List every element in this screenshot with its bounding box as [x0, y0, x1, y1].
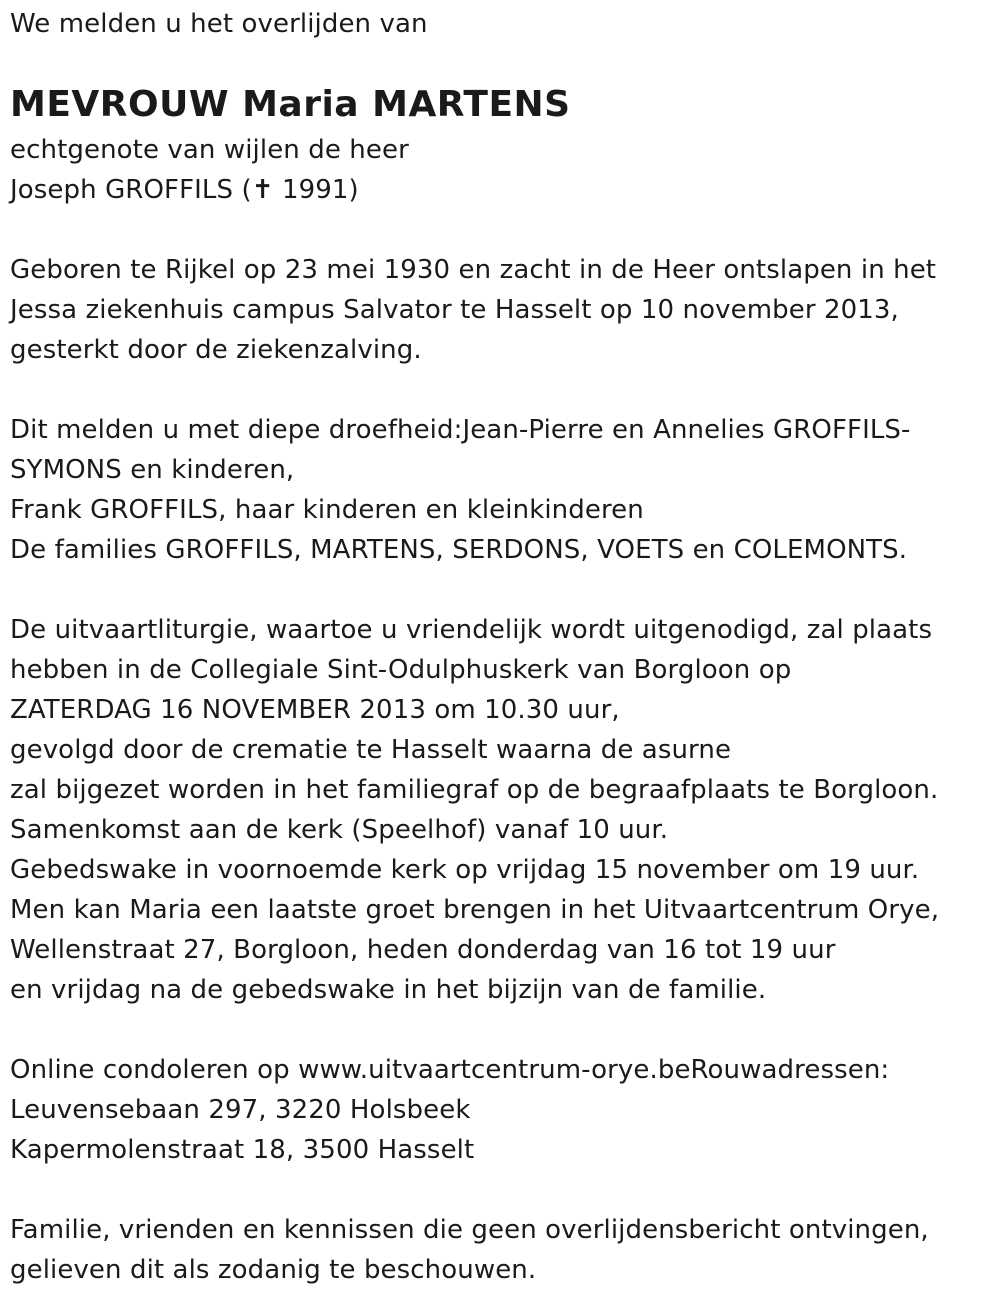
birth-line: Geboren te Rijkel op 23 mei 1930 en zacht in de Heer ontslapen in het [10, 255, 937, 285]
address-line: Leuvensebaan 297, 3220 Holsbeek [10, 1095, 471, 1125]
spouse-line: Joseph GROFFILS (✝ 1991) [10, 175, 359, 205]
birth-line: Jessa ziekenhuis campus Salvator te Hasselt op 10 november 2013, [10, 295, 899, 325]
address-line: Kapermolenstraat 18, 3500 Hasselt [10, 1135, 475, 1165]
ceremony-line: zal bijgezet worden in het familiegraf op de begraafplaats te Borgloon. [10, 775, 939, 805]
closing-line: Familie, vrienden en kennissen die geen overlijdensbericht ontvingen, [10, 1215, 929, 1245]
ceremony-line: gevolgd door de crematie te Hasselt waarna de asurne [10, 735, 732, 765]
birth-line: gesterkt door de ziekenzalving. [10, 335, 422, 365]
family-line: Dit melden u met diepe droefheid:Jean-Pierre en Annelies GROFFILS- [10, 415, 911, 445]
closing-line: gelieven dit als zodanig te beschouwen. [10, 1255, 537, 1285]
family-line: Frank GROFFILS, haar kinderen en kleinkinderen [10, 495, 644, 525]
ceremony-line: hebben in de Collegiale Sint-Odulphuskerk van Borgloon op [10, 655, 792, 685]
ceremony-line: ZATERDAG 16 NOVEMBER 2013 om 10.30 uur, [10, 695, 620, 725]
address-line: Online condoleren op www.uitvaartcentrum-orye.beRouwadressen: [10, 1055, 890, 1085]
birth-section [10, 250, 990, 370]
ceremony-line: De uitvaartliturgie, waartoe u vriendelijk wordt uitgenodigd, zal plaats [10, 615, 933, 645]
death-notice [10, 4, 990, 1290]
ceremony-line: Men kan Maria een laatste groet brengen in het Uitvaartcentrum Orye, [10, 895, 940, 925]
address-section [10, 1050, 990, 1170]
ceremony-line: Samenkomst aan de kerk (Speelhof) vanaf 10 uur. [10, 815, 669, 845]
spouse-section [10, 130, 990, 210]
spouse-line: echtgenote van wijlen de heer [10, 135, 409, 165]
ceremony-line: Wellenstraat 27, Borgloon, heden donderdag van 16 tot 19 uur [10, 935, 836, 965]
deceased-name: MEVROUW Maria MARTENS [10, 84, 571, 125]
family-line: SYMONS en kinderen, [10, 455, 295, 485]
family-section [10, 410, 990, 570]
ceremony-line: en vrijdag na de gebedswake in het bijzijn van de familie. [10, 975, 767, 1005]
family-line: De families GROFFILS, MARTENS, SERDONS, VOETS en COLEMONTS. [10, 535, 908, 565]
intro-text: We melden u het overlijden van [10, 9, 428, 39]
ceremony-line: Gebedswake in voornoemde kerk op vrijdag 15 november om 19 uur. [10, 855, 920, 885]
closing-section [10, 1210, 990, 1290]
ceremony-section [10, 610, 990, 1010]
